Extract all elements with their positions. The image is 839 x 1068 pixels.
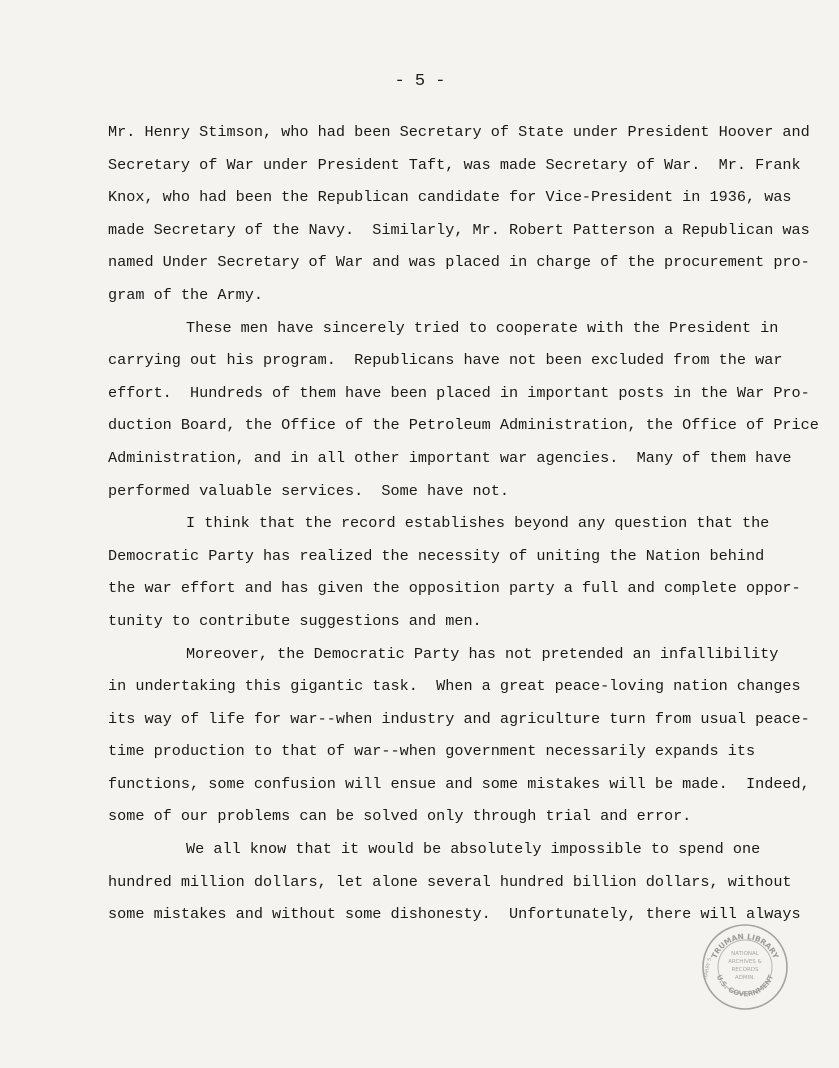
paragraph-1 [108, 116, 810, 312]
text-line: made Secretary of the Navy. Similarly, Mr. Robert Patterson a Republican was [108, 220, 810, 239]
stamp-top-text: TRUMAN LIBRARY [709, 931, 781, 960]
text-line: Mr. Henry Stimson, who had been Secretary of State under President Hoover and [108, 123, 810, 141]
page-number: - 5 - [394, 72, 446, 91]
text-line: gram of the Army. [108, 285, 263, 304]
text-line: Knox, who had been the Republican candidate for Vice-President in 1936, was [108, 188, 792, 207]
text-line: Secretary of War under President Taft, was made Secretary of War. Mr. Frank [108, 155, 801, 174]
paragraph-2 [108, 312, 819, 508]
text-line: named Under Secretary of War and was placed in charge of the procurement pro- [108, 253, 810, 272]
text-line: in undertaking this gigantic task. When a great peace-loving nation changes [108, 677, 801, 696]
text-line: I think that the record establishes beyond any question that the [186, 514, 770, 533]
text-line: some mistakes and without some dishonesty. Unfortunately, there will always [108, 905, 801, 924]
stamp-center-line: RECORDS [731, 967, 759, 973]
text-line: tunity to contribute suggestions and men. [108, 611, 482, 630]
text-line: We all know that it would be absolutely impossible to spend one [186, 840, 761, 859]
letter-body [108, 116, 819, 931]
stamp-left-text: HARRY S. [702, 955, 714, 980]
stamp-center-line: NATIONAL [731, 951, 759, 957]
paragraph-5 [108, 833, 801, 931]
text-line: the war effort and has given the opposition party a full and complete oppor- [108, 579, 801, 598]
stamp-center-line: ARCHIVES & [728, 959, 762, 965]
stamp-bottom-text: U.S. GOVERNMENT [714, 973, 776, 999]
text-line: hundred million dollars, let alone several hundred billion dollars, without [108, 872, 792, 891]
text-line: Administration, and in all other important war agencies. Many of them have [108, 448, 792, 467]
text-line: its way of life for war--when industry and agriculture turn from usual peace- [108, 709, 810, 728]
stamp-center-line: ADMIN. [734, 975, 756, 981]
text-line: carrying out his program. Republicans have not been excluded from the war [108, 351, 783, 370]
text-line: performed valuable services. Some have not. [108, 481, 510, 500]
paragraph-4 [108, 638, 810, 834]
paragraph-3 [108, 507, 801, 637]
text-line: These men have sincerely tried to cooperate with the President in [186, 318, 779, 337]
text-line: Moreover, the Democratic Party has not pretended an infallibility [186, 644, 779, 663]
text-line: some of our problems can be solved only through trial and error. [108, 807, 692, 826]
text-line: duction Board, the Office of the Petroleum Administration, the Office of Price [108, 416, 819, 435]
text-line: time production to that of war--when government necessarily expands its [108, 742, 756, 761]
text-line: effort. Hundreds of them have been placed in important posts in the War Pro- [108, 383, 810, 402]
text-line: Democratic Party has realized the necessity of uniting the Nation behind [108, 546, 765, 565]
text-line: functions, some confusion will ensue and some mistakes will be made. Indeed, [108, 774, 810, 793]
library-seal-stamp [700, 922, 790, 1012]
